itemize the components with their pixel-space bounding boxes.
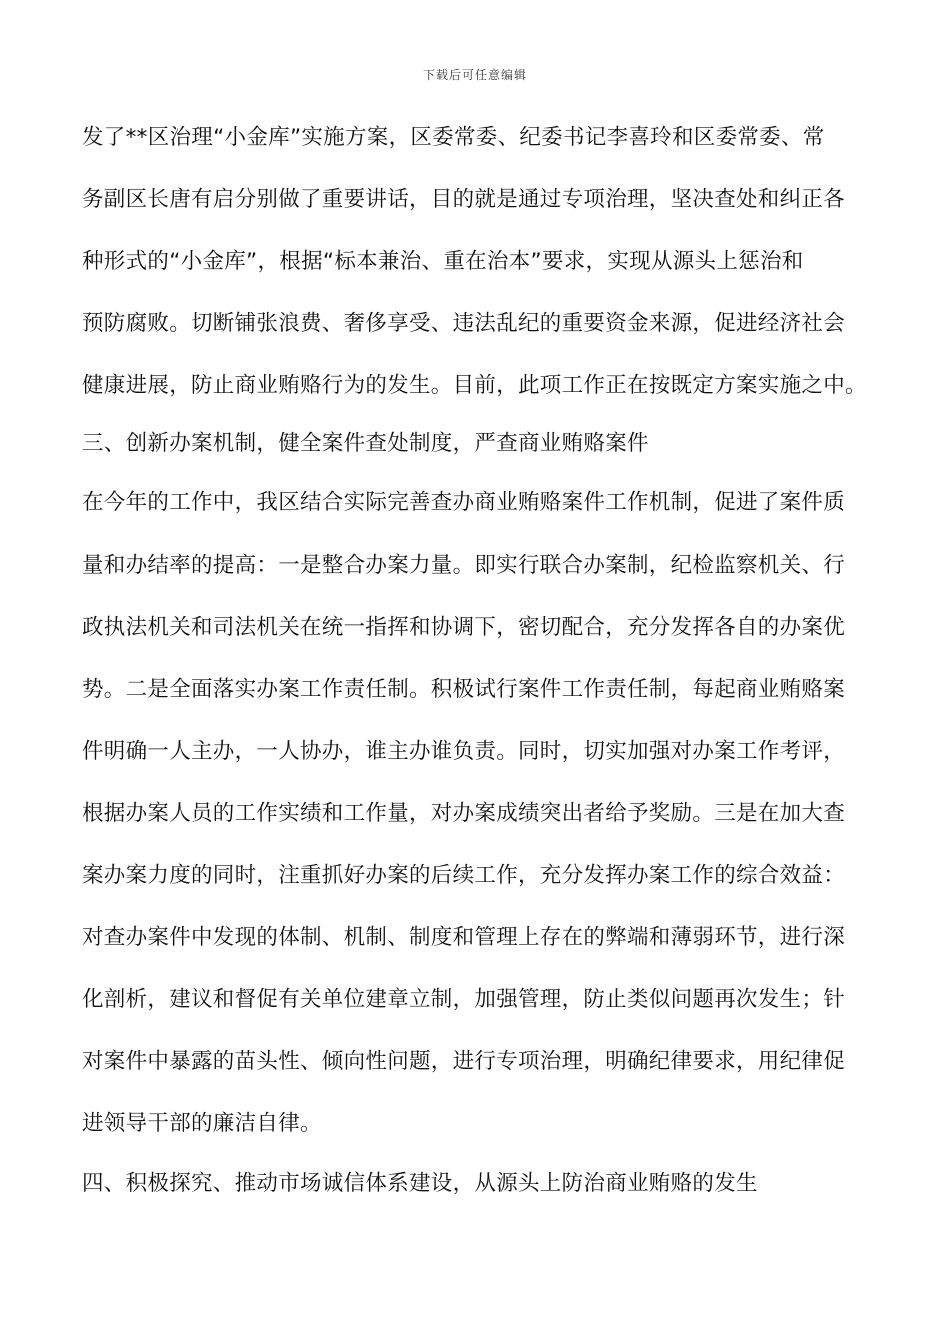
text-line: 进领导干部的廉洁自律。 [82,1111,322,1136]
text-line: 势。二是全面落实办案工作责任制。积极试行案件工作责任制，每起商业贿赂案 [82,677,846,702]
text-line: 根据办案人员的工作实绩和工作量，对办案成绩突出者给予奖励。三是在加大查 [82,801,846,826]
text-line: 在今年的工作中，我区结合实际完善查办商业贿赂案件工作机制，促进了案件质 [82,490,846,515]
text-line: 对案件中暴露的苗头性、倾向性问题，进行专项治理，明确纪律要求，用纪律促 [82,1049,846,1074]
text-line: 量和办结率的提高：一是整合办案力量。即实行联合办案制，纪检监察机关、行 [82,553,846,578]
text-line: 发了**区治理“小金库”实施方案，区委常委、纪委书记李喜玲和区委常委、常 [82,125,825,150]
section-heading: 四、积极探究、推动市场诚信体系建设，从源头上防治商业贿赂的发生 [82,1171,758,1196]
text-line: 务副区长唐有启分别做了重要讲话，目的就是通过专项治理，坚决查处和纠正各 [82,187,846,212]
text-line: 案办案力度的同时，注重抓好办案的后续工作，充分发挥办案工作的综合效益： [82,863,846,888]
page-header: 下载后可任意编辑 [422,68,527,82]
text-line: 种形式的“小金库”，根据“标本兼治、重在治本”要求，实现从源头上惩治和 [82,249,804,274]
text-line: 健康进展，防止商业贿赂行为的发生。目前，此项工作正在按既定方案实施之中。 [82,373,867,398]
text-line: 政执法机关和司法机关在统一指挥和协调下，密切配合，充分发挥各自的办案优 [82,615,846,640]
text-line: 预防腐败。切断铺张浪费、奢侈享受、违法乱纪的重要资金来源，促进经济社会 [82,311,846,336]
section-heading: 三、创新办案机制，健全案件查处制度，严查商业贿赂案件 [82,431,649,456]
text-line: 对查办案件中发现的体制、机制、制度和管理上存在的弊端和薄弱环节，进行深 [82,925,846,950]
text-line: 化剖析，建议和督促有关单位建章立制，加强管理，防止类似问题再次发生；针 [82,987,846,1012]
text-line: 件明确一人主办，一人协办，谁主办谁负责。同时，切实加强对办案工作考评， [82,739,846,764]
